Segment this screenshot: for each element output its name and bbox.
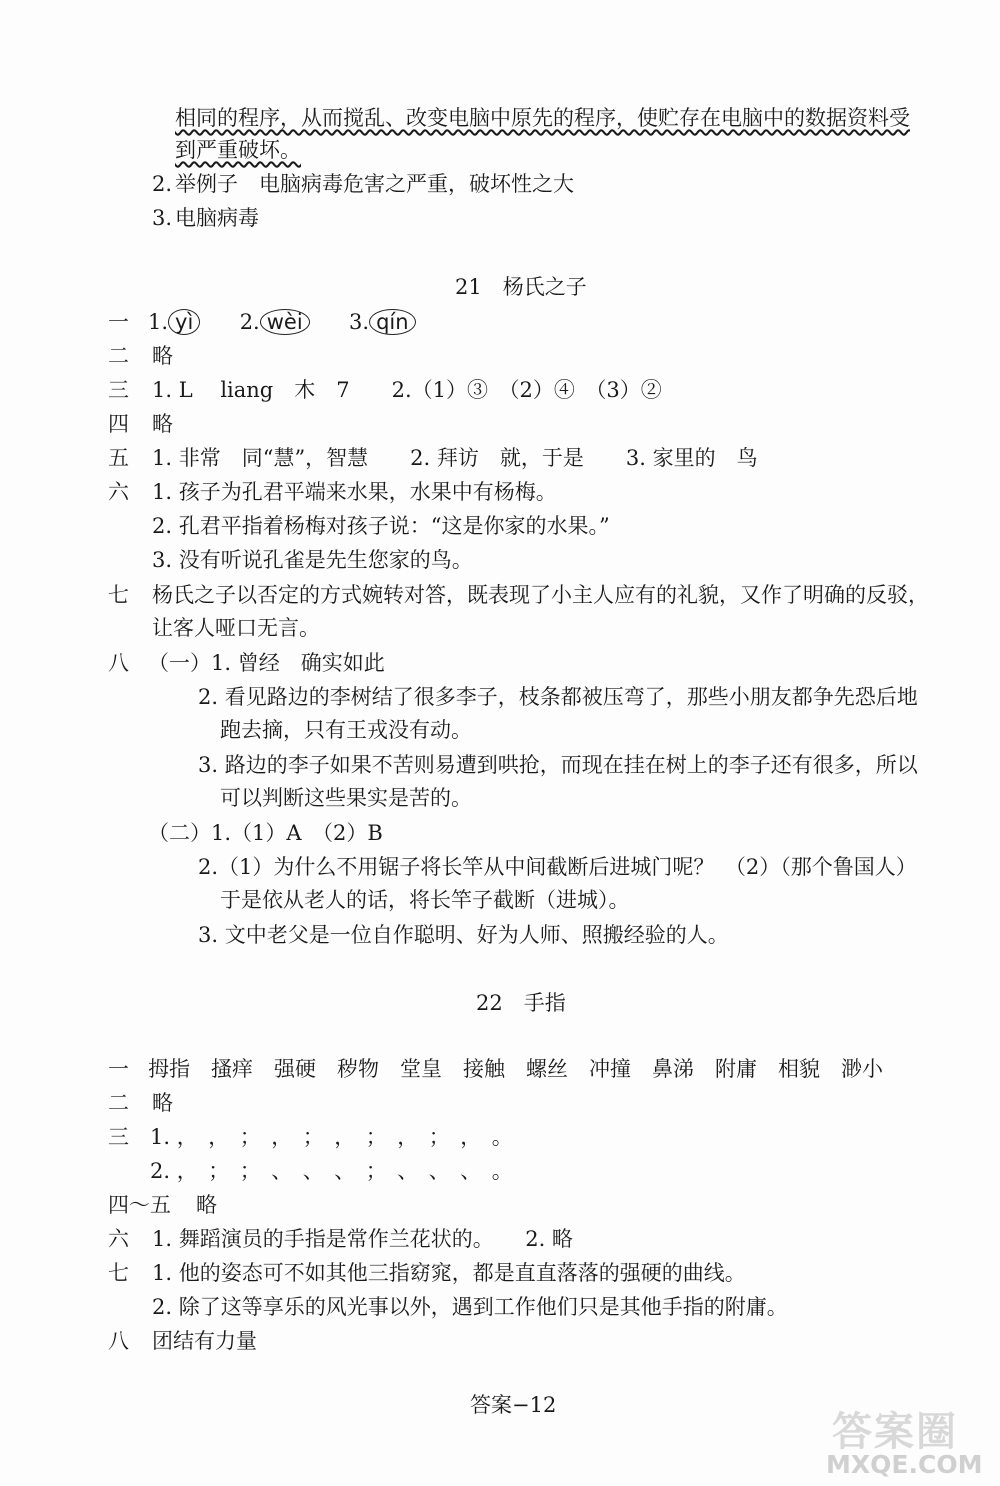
answer-text: 到严重破坏。	[175, 138, 301, 162]
answer-text: 1. 舞蹈演员的手指是常作兰花状的。 2. 略	[152, 1227, 573, 1251]
answer-text: 1. 非常 同“慧”，智慧 2. 拜访 就，于是 3. 家里的 鸟	[152, 446, 758, 470]
row-label: 二	[108, 344, 129, 368]
answer-text: （一）1. 曾经 确实如此	[148, 651, 385, 675]
row-label: 一	[108, 310, 129, 334]
question-number: 2.	[239, 310, 260, 334]
question-number: 3.	[152, 206, 173, 230]
row-label: 四	[108, 412, 129, 436]
answer-text: 杨氏之子以否定的方式婉转对答，既表现了小主人应有的礼貌，又作了明确的反驳，	[152, 583, 929, 607]
answer-text: 1. L liang 木 7 2.（1）③ （2）④ （3）②	[152, 378, 662, 402]
answer-text: 略	[152, 1091, 173, 1115]
answer-text: 3. 路边的李子如果不苦则易遭到哄抢，而现在挂在树上的李子还有很多，所以	[198, 753, 918, 777]
answer-text: 2. 除了这等享乐的风光事以外，遇到工作他们只是其他手指的附庸。	[152, 1295, 788, 1319]
answer-text: 1. ， ， ； ， ； ， ； ， ； ， 。	[150, 1125, 513, 1149]
answer-text: 2. 孔君平指着杨梅对孩子说：“这是你家的水果。”	[152, 514, 610, 538]
question-number: 3.	[349, 310, 370, 334]
answer-text: 拇指 搔痒 强硬 秽物 堂皇 接触 螺丝 冲撞 鼻涕 附庸 相貌 渺小	[148, 1057, 883, 1081]
answer-text: 略	[152, 344, 173, 368]
row-label: 三	[108, 378, 129, 402]
answer-text: 1. 孩子为孔君平端来水果，水果中有杨梅。	[152, 480, 557, 504]
answer-text: 电脑病毒	[175, 206, 259, 230]
answer-text: 2. ， ； ； 、 、 、 ； 、 、 、 。	[150, 1159, 513, 1183]
answer-text: 2.（1）为什么不用锯子将长竿从中间截断后进城门呢？ （2）（那个鲁国人）	[198, 855, 917, 879]
row-label: 六	[108, 1227, 129, 1251]
answer-text: 跑去摘，只有王戎没有动。	[220, 718, 472, 742]
answer-text: 3. 没有听说孔雀是先生您家的鸟。	[152, 548, 473, 572]
answer-text: 相同的程序，从而搅乱、改变电脑中原先的程序，使贮存在电脑中的数据资料受	[175, 106, 910, 130]
answer-text: 可以判断这些果实是苦的。	[220, 786, 472, 810]
section-title: 21 杨氏之子	[455, 275, 587, 299]
row-label: 六	[108, 480, 129, 504]
circled-pinyin: qín	[369, 309, 415, 335]
watermark-url: MXQE.COM	[826, 1450, 983, 1479]
answer-text: 1. 他的姿态可不如其他三指窈窕，都是直直落落的强硬的曲线。	[152, 1261, 746, 1285]
watermark-logo: 答案圈	[832, 1409, 958, 1455]
row-label: 七	[108, 583, 129, 607]
answer-text: 举例子 电脑病毒危害之严重，破坏性之大	[175, 172, 574, 196]
answer-text: 2. 看见路边的李树结了很多李子，枝条都被压弯了，那些小朋友都争先恐后地	[198, 685, 918, 709]
answer-text: 让客人哑口无言。	[152, 616, 320, 640]
row-label: 八	[108, 1329, 129, 1353]
page-number: 答案−12	[470, 1393, 557, 1417]
question-number: 2.	[152, 172, 173, 196]
row-label: 三	[108, 1125, 129, 1149]
answer-text: 于是依从老人的话，将长竿子截断（进城）。	[220, 888, 630, 912]
answer-text: 3. 文中老父是一位自作聪明、好为人师、照搬经验的人。	[198, 923, 729, 947]
answer-text: 略	[152, 412, 173, 436]
answer-text: 团结有力量	[152, 1329, 257, 1353]
row-label: 二	[108, 1091, 129, 1115]
question-number: 1.	[148, 310, 169, 334]
row-label: 八	[108, 651, 129, 675]
row-label: 四～五	[108, 1193, 171, 1217]
circled-pinyin: wèi	[260, 309, 310, 335]
answer-text: 略	[196, 1193, 217, 1217]
row-label: 一	[108, 1057, 129, 1081]
circled-pinyin: yì	[168, 309, 200, 335]
row-label: 五	[108, 446, 129, 470]
row-label: 七	[108, 1261, 129, 1285]
section-title: 22 手指	[476, 991, 566, 1015]
pinyin-answers	[148, 307, 416, 337]
answer-text: （二）1.（1）A （2）B	[148, 821, 383, 845]
